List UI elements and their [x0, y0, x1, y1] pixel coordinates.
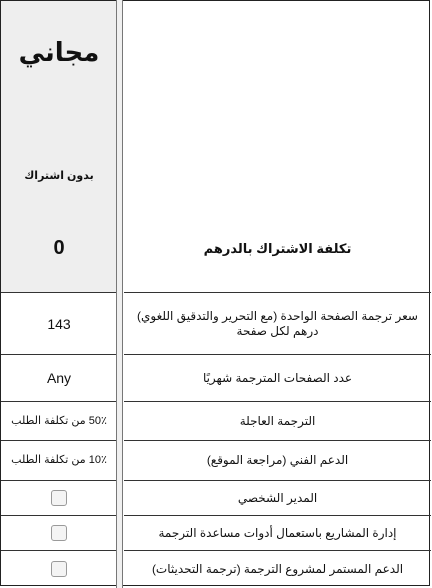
row-value: 50٪ من تكلفة الطلب	[1, 402, 117, 441]
table-row	[1, 402, 431, 441]
row-value: 143	[1, 293, 117, 355]
row-label: إدارة المشاريع باستعمال أدوات مساعدة الترجمة	[124, 516, 431, 551]
column-divider	[116, 0, 123, 588]
row-checkbox-cell	[1, 516, 117, 551]
table-row	[1, 551, 431, 587]
row-label: الدعم الفني (مراجعة الموقع)	[124, 441, 431, 481]
row-label: الدعم المستمر لمشروع الترجمة (ترجمة التحديثات)	[151, 561, 404, 576]
row-label: المدير الشخصي	[124, 481, 431, 516]
plan-name: مجاني	[18, 37, 100, 67]
table-row	[1, 481, 431, 516]
table-row	[1, 293, 431, 355]
row-value: Any	[1, 355, 117, 402]
table-row	[1, 441, 431, 481]
checkbox[interactable]	[51, 490, 67, 506]
row-checkbox-cell	[1, 481, 117, 516]
row-label: الترجمة العاجلة	[124, 402, 431, 441]
table-row	[1, 516, 431, 551]
plan-price: 0	[53, 237, 65, 259]
checkbox[interactable]	[51, 525, 67, 541]
row-checkbox-cell	[1, 551, 117, 587]
feature-header	[124, 1, 431, 293]
table-row	[1, 355, 431, 402]
row-label: سعر ترجمة الصفحة الواحدة (مع التحرير والتدقيق اللغوي) درهم لكل صفحة	[124, 293, 431, 355]
row-value: 10٪ من تكلفة الطلب	[1, 441, 117, 481]
plan-header	[1, 1, 117, 293]
plan-subtitle: بدون اشتراك	[24, 170, 94, 182]
price-label: تكلفة الاشتراك بالدرهم	[203, 241, 352, 256]
checkbox[interactable]	[51, 561, 67, 577]
row-label: عدد الصفحات المترجمة شهريًا	[124, 355, 431, 402]
